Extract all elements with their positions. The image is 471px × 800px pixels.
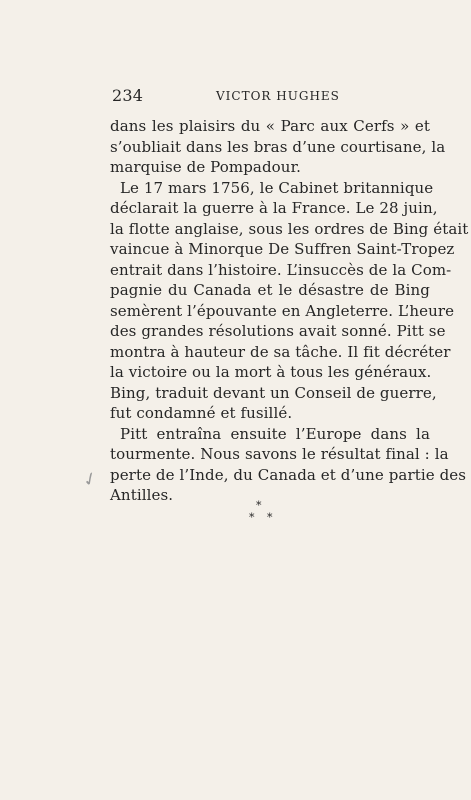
text-line: vaincue à Minorque De Suffren Saint-Tropez bbox=[110, 240, 455, 258]
text-line: montra à hauteur de sa tâche. Il fit décréter bbox=[110, 342, 451, 361]
text-line: s’oubliait dans les bras d’une courtisane, la bbox=[110, 137, 446, 156]
section-ornament bbox=[246, 500, 276, 526]
text-line: la flotte anglaise, sous les ordres de Bing était bbox=[110, 219, 469, 238]
text-line: pagnie du Canada et le désastre de Bing bbox=[110, 281, 430, 299]
body-text bbox=[110, 116, 469, 506]
text-line: des grandes résolutions avait sonné. Pitt se bbox=[110, 322, 446, 340]
page-header bbox=[0, 86, 471, 106]
page-number: 234 bbox=[112, 86, 144, 105]
text-line: Le 17 mars 1756, le Cabinet britannique bbox=[120, 178, 434, 197]
text-line: Antilles. bbox=[110, 486, 174, 504]
text-line: semèrent l’épouvante en Angleterre. L’heure bbox=[110, 301, 455, 320]
text-line: marquise de Pompadour. bbox=[110, 158, 302, 176]
text-line: la victoire ou la mort à tous les généraux. bbox=[110, 363, 432, 381]
text-line: fut condamné et fusillé. bbox=[110, 404, 293, 422]
text-line: Pitt entraîna ensuite l’Europe dans la bbox=[120, 424, 430, 443]
margin-mark: ✓ bbox=[79, 466, 102, 493]
text-line: tourmente. Nous savons le résultat final : la bbox=[110, 445, 449, 463]
asterisk-top: * bbox=[256, 499, 262, 512]
text-line: dans les plaisirs du « Parc aux Cerfs » et bbox=[110, 117, 430, 135]
text-line: perte de l’Inde, du Canada et d’une partie des bbox=[110, 465, 467, 484]
running-head: VICTOR HUGHES bbox=[216, 89, 340, 103]
text-line: Bing, traduit devant un Conseil de guerre, bbox=[110, 383, 437, 402]
asterisk-right: * bbox=[267, 511, 273, 524]
text-line: entrait dans l’histoire. L’insuccès de la Com- bbox=[110, 260, 452, 279]
asterisk-left: * bbox=[249, 511, 255, 524]
text-line: déclarait la guerre à la France. Le 28 juin, bbox=[110, 199, 438, 217]
